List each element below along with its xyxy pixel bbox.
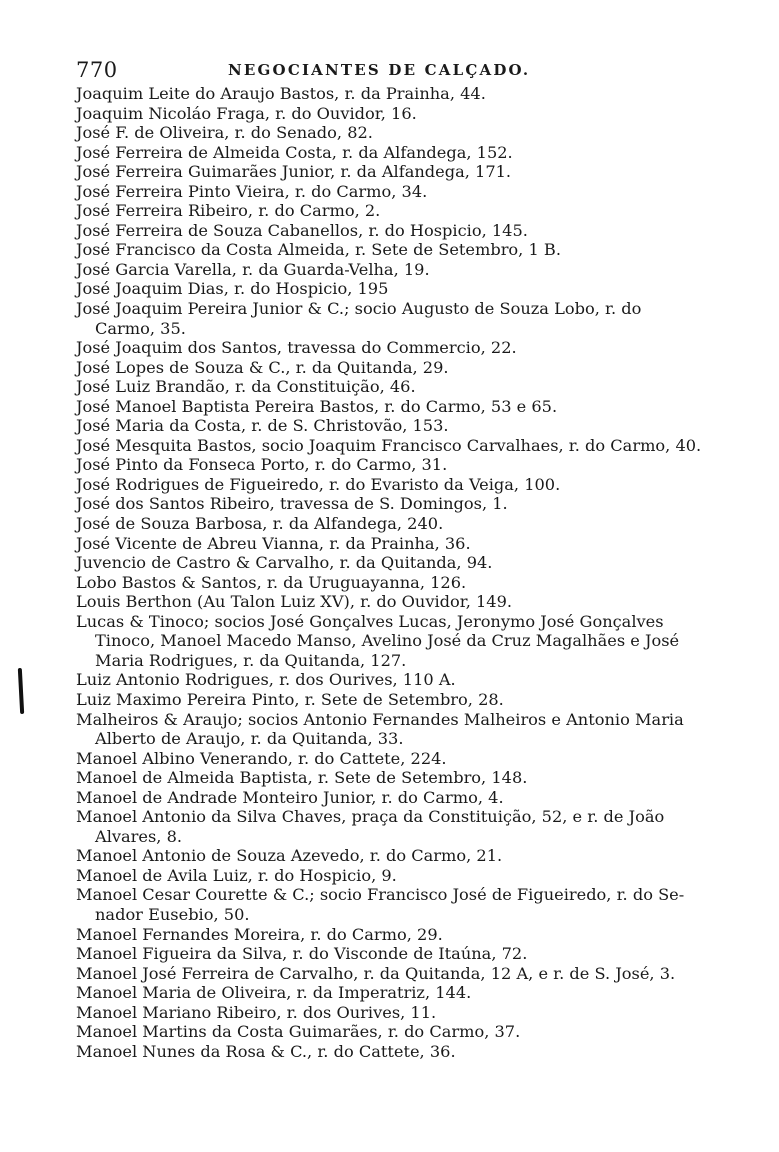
merchant-entry	[76, 240, 708, 260]
page-number: 770	[76, 58, 118, 82]
merchant-entry	[76, 221, 708, 241]
merchant-entry	[76, 964, 708, 984]
entry-line: José Garcia Varella, r. da Guarda-Velha, 19.	[76, 259, 430, 279]
merchant-entry	[76, 807, 708, 846]
entry-line: José Ferreira de Souza Cabanellos, r. do Hospicio, 145.	[76, 220, 528, 240]
entry-line: nador Eusebio, 50.	[95, 904, 250, 924]
merchant-entry	[76, 885, 708, 924]
merchant-entry	[76, 1022, 708, 1042]
entry-line: Manoel Antonio da Silva Chaves, praça da Constituição, 52, e r. de João	[76, 807, 665, 827]
entry-line: José Francisco da Costa Almeida, r. Sete de Setembro, 1 B.	[76, 240, 561, 260]
entry-line: Manoel Martins da Costa Guimarães, r. do Carmo, 37.	[76, 1022, 521, 1042]
merchant-entry	[76, 455, 708, 475]
entry-line: Manoel Antonio de Souza Azevedo, r. do Carmo, 21.	[76, 846, 503, 866]
entry-line: Joaquim Nicoláo Fraga, r. do Ouvidor, 16.	[76, 103, 417, 123]
merchant-entry	[76, 279, 708, 299]
merchant-entry	[76, 358, 708, 378]
merchant-entry	[76, 768, 708, 788]
entry-line: Luiz Antonio Rodrigues, r. dos Ourives, 110 A.	[76, 670, 456, 690]
running-title: NEGOCIANTES DE CALÇADO.	[228, 61, 531, 79]
merchant-entry	[76, 534, 708, 554]
merchant-entry	[76, 1003, 708, 1023]
merchant-entry	[76, 866, 708, 886]
entry-line: José Rodrigues de Figueiredo, r. do Evaristo da Veiga, 100.	[76, 474, 561, 494]
merchant-entry	[76, 944, 708, 964]
merchant-entry	[76, 573, 708, 593]
merchant-entry	[76, 143, 708, 163]
merchant-entry	[76, 553, 708, 573]
entry-line: José Lopes de Souza & C., r. da Quitanda, 29.	[76, 357, 449, 377]
merchant-entry-list	[76, 84, 708, 1061]
merchant-entry	[76, 514, 708, 534]
entry-line: José Joaquim Pereira Junior & C.; socio Augusto de Souza Lobo, r. do	[76, 299, 642, 319]
merchant-entry	[76, 416, 708, 436]
entry-line: Lucas & Tinoco; socios José Gonçalves Lucas, Jeronymo José Gonçalves	[76, 611, 664, 631]
entry-line: Alvares, 8.	[95, 826, 183, 846]
merchant-entry	[76, 104, 708, 124]
entry-line: Louis Berthon (Au Talon Luiz XV), r. do Ouvidor, 149.	[76, 592, 513, 612]
merchant-entry	[76, 84, 708, 104]
entry-line: Juvencio de Castro & Carvalho, r. da Quitanda, 94.	[76, 553, 493, 573]
entry-line: Manoel de Andrade Monteiro Junior, r. do Carmo, 4.	[76, 787, 504, 807]
entry-line: Manoel Nunes da Rosa & C., r. do Cattete, 36.	[76, 1041, 456, 1061]
merchant-entry	[76, 1042, 708, 1062]
merchant-entry	[76, 162, 708, 182]
merchant-entry	[76, 260, 708, 280]
merchant-entry	[76, 123, 708, 143]
margin-pen-mark	[18, 668, 24, 714]
entry-line: Malheiros & Araujo; socios Antonio Fernandes Malheiros e Antonio Maria	[76, 709, 684, 729]
merchant-entry	[76, 670, 708, 690]
entry-line: José Ferreira Ribeiro, r. do Carmo, 2.	[76, 201, 381, 221]
merchant-entry	[76, 612, 708, 671]
entry-line: Tinoco, Manoel Macedo Manso, Avelino José da Cruz Magalhães e José	[95, 631, 680, 651]
entry-line: Joaquim Leite do Araujo Bastos, r. da Prainha, 44.	[76, 84, 486, 103]
entry-line: José Pinto da Fonseca Porto, r. do Carmo, 31.	[76, 455, 448, 475]
merchant-entry	[76, 397, 708, 417]
merchant-entry	[76, 299, 708, 338]
entry-line: Manoel Fernandes Moreira, r. do Carmo, 29.	[76, 924, 443, 944]
merchant-entry	[76, 788, 708, 808]
entry-line: José Maria da Costa, r. de S. Christovão, 153.	[76, 416, 449, 436]
merchant-entry	[76, 436, 708, 456]
merchant-entry	[76, 494, 708, 514]
merchant-entry	[76, 592, 708, 612]
entry-line: Manoel Cesar Courette & C.; socio Francisco José de Figueiredo, r. do Se-	[76, 885, 685, 905]
entry-line: Maria Rodrigues, r. da Quitanda, 127.	[95, 650, 407, 670]
entry-line: José Joaquim Dias, r. do Hospicio, 195	[76, 279, 389, 299]
entry-line: José F. de Oliveira, r. do Senado, 82.	[76, 123, 373, 143]
entry-line: José Ferreira de Almeida Costa, r. da Alfandega, 152.	[76, 142, 513, 162]
merchant-entry	[76, 338, 708, 358]
merchant-entry	[76, 749, 708, 769]
merchant-entry	[76, 475, 708, 495]
merchant-entry	[76, 182, 708, 202]
merchant-entry	[76, 377, 708, 397]
merchant-entry	[76, 690, 708, 710]
entry-line: Luiz Maximo Pereira Pinto, r. Sete de Setembro, 28.	[76, 689, 504, 709]
entry-line: José Ferreira Guimarães Junior, r. da Alfandega, 171.	[76, 162, 512, 182]
entry-line: José dos Santos Ribeiro, travessa de S. Domingos, 1.	[76, 494, 508, 514]
entry-line: José Ferreira Pinto Vieira, r. do Carmo, 34.	[76, 181, 428, 201]
entry-line: Manoel José Ferreira de Carvalho, r. da Quitanda, 12 A, e r. de S. José, 3.	[76, 963, 676, 983]
merchant-entry	[76, 710, 708, 749]
merchant-entry	[76, 983, 708, 1003]
entry-line: Carmo, 35.	[95, 318, 186, 338]
entry-line: José Joaquim dos Santos, travessa do Commercio, 22.	[76, 338, 517, 358]
entry-line: Lobo Bastos & Santos, r. da Uruguayanna, 126.	[76, 572, 467, 592]
entry-line: Manoel de Almeida Baptista, r. Sete de Setembro, 148.	[76, 768, 528, 788]
merchant-entry	[76, 201, 708, 221]
entry-line: Manoel Figueira da Silva, r. do Visconde de Itaúna, 72.	[76, 944, 528, 964]
entry-line: José Vicente de Abreu Vianna, r. da Prainha, 36.	[76, 533, 471, 553]
entry-line: Alberto de Araujo, r. da Quitanda, 33.	[95, 729, 404, 749]
entry-line: Manoel Mariano Ribeiro, r. dos Ourives, 11.	[76, 1002, 437, 1022]
entry-line: José Manoel Baptista Pereira Bastos, r. do Carmo, 53 e 65.	[76, 396, 558, 416]
entry-line: José Mesquita Bastos, socio Joaquim Francisco Carvalhaes, r. do Carmo, 40.	[76, 435, 702, 455]
entry-line: Manoel de Avila Luiz, r. do Hospicio, 9.	[76, 865, 397, 885]
entry-line: Manoel Albino Venerando, r. do Cattete, 224.	[76, 748, 447, 768]
merchant-entry	[76, 846, 708, 866]
entry-line: Manoel Maria de Oliveira, r. da Imperatriz, 144.	[76, 983, 472, 1003]
merchant-entry	[76, 925, 708, 945]
entry-line: José Luiz Brandão, r. da Constituição, 46.	[76, 377, 416, 397]
entry-line: José de Souza Barbosa, r. da Alfandega, 240.	[76, 514, 444, 534]
